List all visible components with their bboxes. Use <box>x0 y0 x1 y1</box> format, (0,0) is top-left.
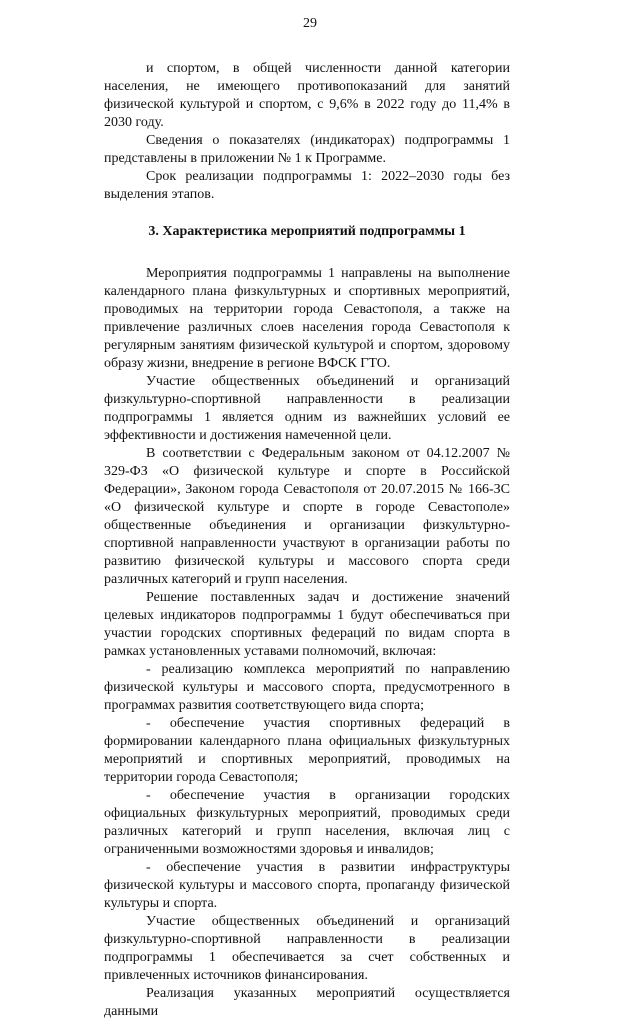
paragraph: Мероприятия подпрограммы 1 направлены на выполнение календарного плана физкультурных и спортивных мероприятий, проводимых на территории города Севастополя, а также на привлечение различных слоев населения города Севастополя к регулярным занятиям физической культурой и спортом, здоровому образу жизни, внедрение в регионе ВФСК ГТО. <box>104 266 510 371</box>
paragraph: Участие общественных объединений и организаций физкультурно-спортивной направленности в реализации подпрограммы 1 обеспечивается за счет собственных и привлеченных источников финансирования. <box>104 914 510 983</box>
paragraph: Решение поставленных задач и достижение значений целевых индикаторов подпрограммы 1 будут обеспечиваться при участии городских спортивных федераций по видам спорта в рамках установленных уставами полномочий, включая: <box>104 590 510 659</box>
paragraph: Реализация указанных мероприятий осуществляется данными <box>104 986 510 1019</box>
paragraph: Сведения о показателях (индикаторах) подпрограммы 1 представлены в приложении № 1 к Программе. <box>104 133 510 166</box>
paragraph: и спортом, в общей численности данной категории населения, не имеющего противопоказаний для занятий физической культурой и спортом, с 9,6% в 2022 году до 11,4% в 2030 году. <box>104 61 510 130</box>
paragraph: Участие общественных объединений и организаций физкультурно-спортивной направленности в реализации подпрограммы 1 является одним из важнейших условий ее эффективности и достижения намеченной цели. <box>104 374 510 443</box>
list-item: - обеспечение участия спортивных федераций в формировании календарного плана официальных физкультурных мероприятий и спортивных мероприятий, проводимых на территории города Севастополя; <box>104 716 510 785</box>
paragraph: Срок реализации подпрограммы 1: 2022–2030 годы без выделения этапов. <box>104 169 510 202</box>
list-item: - обеспечение участия в развитии инфраструктуры физической культуры и массового спорта, пропаганду физической культуры и спорта. <box>104 860 510 911</box>
page-number: 29 <box>303 16 317 31</box>
paragraph: В соответствии с Федеральным законом от 04.12.2007 № 329-ФЗ «О физической культуре и спорте в Российской Федерации», Законом города Севастополя от 20.07.2015 № 166-ЗС «О физической культуре и спорте в городе Севастополе» общественные объединения и организации физкультурно-спортивной направленности участвуют в организации работы по развитию физической культуры и массового спорта среди различных категорий и групп населения. <box>104 446 510 587</box>
document-body <box>104 60 510 1021</box>
list-item: - реализацию комплекса мероприятий по направлению физической культуры и массового спорта, предусмотренного в программах развития соответствующего вида спорта; <box>104 662 510 713</box>
section-heading: 3. Характеристика мероприятий подпрограммы 1 <box>148 224 466 239</box>
list-item: - обеспечение участия в организации городских официальных физкультурных мероприятий, проводимых среди различных категорий и групп населения, включая лиц с ограниченными возможностями здоровья и инвалидов; <box>104 788 510 857</box>
